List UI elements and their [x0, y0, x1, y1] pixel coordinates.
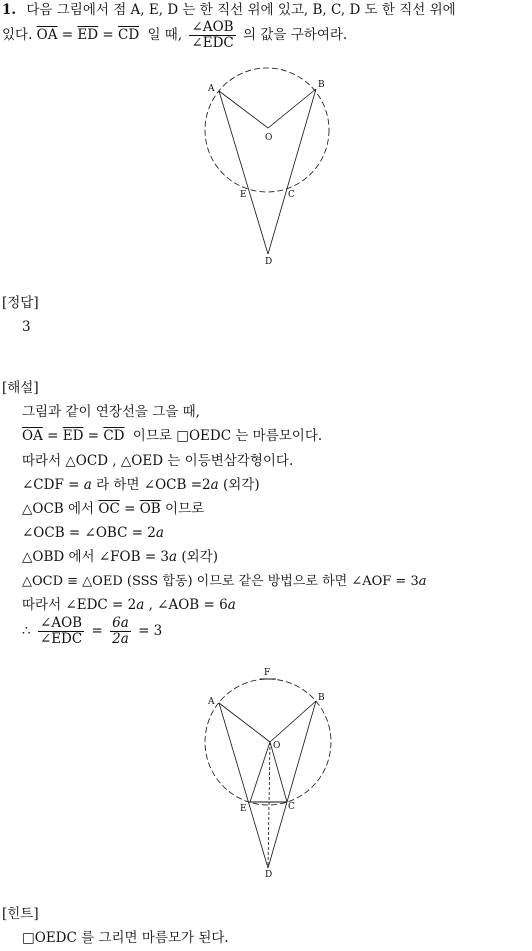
- problem-line-2: [2, 20, 347, 51]
- figure-1-circle: [205, 68, 329, 192]
- point-label-a: A: [208, 84, 215, 94]
- answer-value: 3: [22, 319, 31, 335]
- segment-oe-line: [250, 742, 270, 802]
- segment-ob: $\overline{OB}$: [139, 501, 161, 517]
- explanation-text: , ∠AOB = 6: [148, 597, 228, 613]
- explanation-text: 이므로: [164, 501, 205, 517]
- figure-1-diagram: [190, 60, 350, 270]
- point-label-d: D: [265, 870, 273, 880]
- equals-sign: =: [61, 26, 74, 43]
- problem-fraction: [189, 20, 235, 51]
- fraction-numerator: ∠AOB: [189, 20, 235, 36]
- explanation-label: [해설]: [2, 380, 39, 396]
- segment-oa: $\overline{OA}$: [36, 26, 58, 43]
- explanation-text: 이므로 □OEDC 는 마름모이다.: [132, 428, 323, 444]
- problem-text-2b: 일 때,: [147, 26, 183, 43]
- explanation-line-9: [22, 599, 236, 613]
- explanation-line-10: [22, 616, 162, 647]
- segment-bd-line: [268, 89, 316, 254]
- segment-ob-line: [270, 701, 316, 742]
- point-label-o: O: [265, 133, 273, 143]
- hint-label: [힌트]: [2, 906, 39, 922]
- therefore-symbol: ∴: [22, 622, 31, 639]
- variable-a: a: [227, 597, 236, 613]
- point-label-e: E: [240, 804, 247, 814]
- fraction-denominator: ∠EDC: [191, 34, 234, 51]
- fraction-numerator: 6a: [112, 615, 129, 631]
- segment-ob-line: [268, 89, 316, 128]
- variable-a: a: [169, 549, 178, 565]
- explanation-text: (외각): [181, 549, 218, 565]
- point-label-c: C: [288, 190, 295, 200]
- figure-2-diagram: [190, 662, 350, 884]
- equals-sign: =: [102, 26, 114, 43]
- explanation-line-2: [22, 430, 322, 444]
- point-label-a: A: [208, 697, 215, 707]
- segment-ed: $\overline{ED}$: [62, 428, 84, 444]
- segment-bd-line: [268, 701, 316, 868]
- problem-text-2c: 의 값을 구하여라.: [243, 26, 348, 43]
- point-label-f: F: [264, 668, 271, 678]
- variable-a: a: [83, 477, 92, 493]
- explanation-line-6: [22, 527, 164, 541]
- explanation-text: △OCD ≡ △OED (SSS 합동) 이므로 같은 방법으로 하면 ∠AOF = 3: [22, 574, 419, 589]
- problem-text-2a: 있다.: [2, 26, 33, 43]
- equals-sign: =: [91, 622, 103, 639]
- explanation-line-3: 따라서 △OCD , △OED 는 이등변삼각형이다.: [22, 453, 294, 469]
- explanation-line-1: 그림과 같이 연장선을 그을 때,: [22, 404, 200, 420]
- segment-oa: $\overline{OA}$: [22, 428, 43, 444]
- segment-oc-line: [270, 742, 287, 802]
- variable-a: a: [136, 597, 145, 613]
- problem-text-1: 다음 그림에서 점 A, E, D 는 한 직선 위에 있고, B, C, D 도 한 직선 위에: [26, 2, 456, 18]
- segment-oa-line: [219, 703, 270, 742]
- variable-a: a: [210, 477, 219, 493]
- explanation-text: ∠OCB = ∠OBC = 2: [22, 525, 156, 541]
- point-label-d: D: [265, 257, 273, 267]
- answer-label: [정답]: [2, 295, 39, 311]
- point-label-e: E: [240, 190, 247, 200]
- variable-a: a: [155, 525, 164, 541]
- problem-number: 1.: [2, 2, 17, 18]
- explanation-line-5: [22, 503, 204, 517]
- point-label-b: B: [318, 693, 325, 703]
- explanation-text: △OBD 에서 ∠FOB = 3: [22, 549, 170, 565]
- segment-oa-line: [219, 91, 268, 128]
- explanation-text: 따라서 ∠EDC = 2: [22, 597, 137, 613]
- result-text: = 3: [138, 622, 163, 639]
- fraction-denominator: 2a: [112, 630, 129, 647]
- explanation-line-8: [22, 575, 427, 588]
- explanation-line-4: [22, 479, 260, 493]
- point-label-o: O: [273, 741, 281, 751]
- explanation-text: △OCB 에서: [22, 501, 95, 517]
- explanation-text: ∠CDF =: [22, 477, 80, 493]
- problem-line-1: [2, 4, 456, 18]
- segment-cd: $\overline{CD}$: [103, 428, 125, 444]
- explanation-line-7: [22, 551, 218, 565]
- equals-sign: =: [87, 428, 100, 444]
- figure-2-circle: [205, 679, 331, 805]
- equals-sign: =: [47, 428, 59, 444]
- segment-ad-line: [219, 91, 268, 254]
- fraction-aob-edc: [38, 616, 84, 647]
- explanation-text: 라 하면 ∠OCB =2: [96, 477, 211, 493]
- point-label-b: B: [318, 80, 325, 90]
- explanation-text: (외각): [222, 477, 260, 493]
- fraction-6a-2a: [110, 616, 131, 647]
- segment-ad-line: [219, 703, 268, 868]
- variable-a: a: [418, 574, 427, 589]
- hint-text: □OEDC 를 그리면 마름모가 된다.: [22, 930, 229, 946]
- segment-cd: $\overline{CD}$: [118, 26, 140, 43]
- point-label-c: C: [288, 802, 295, 812]
- equals-sign: =: [124, 501, 136, 517]
- fraction-denominator: ∠EDC: [39, 630, 83, 647]
- segment-oc: $\overline{OC}$: [98, 501, 120, 517]
- segment-ed: $\overline{ED}$: [77, 26, 99, 43]
- fraction-numerator: ∠AOB: [38, 616, 84, 632]
- segment-od-line: [268, 742, 270, 868]
